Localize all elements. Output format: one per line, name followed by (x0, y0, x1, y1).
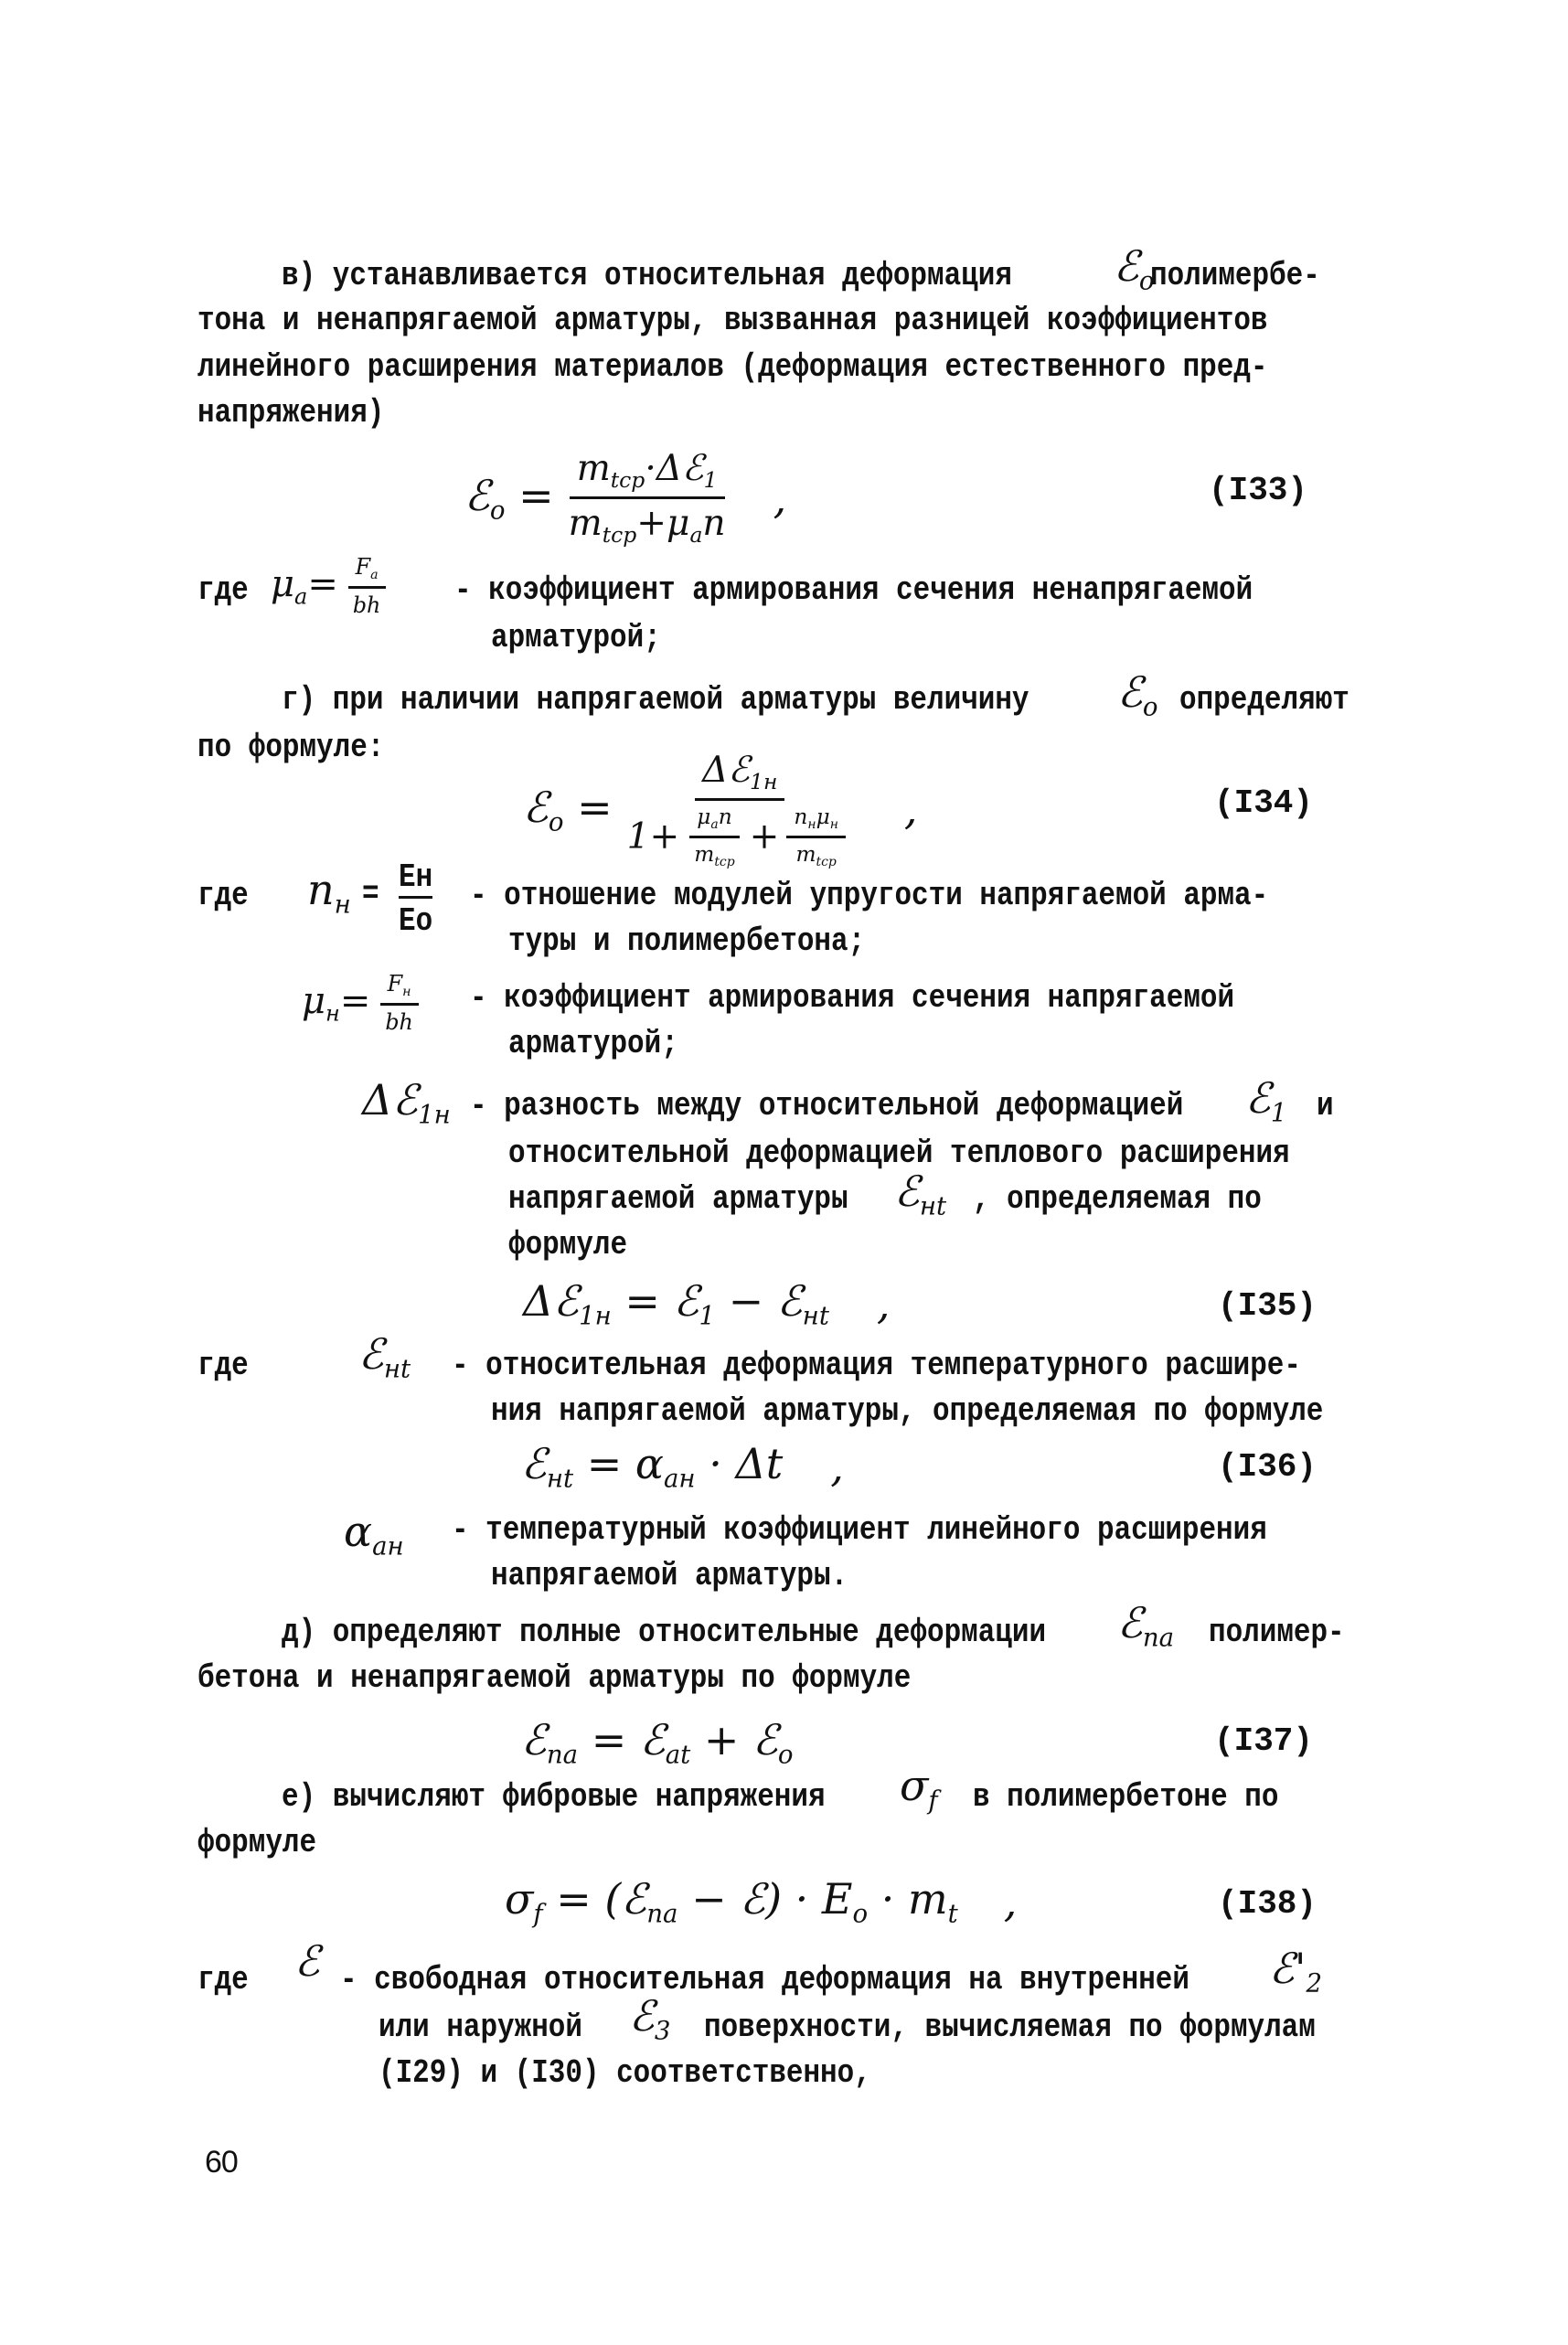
def-de-line1: - разность между относительной деформацией (470, 1087, 1184, 1125)
formula-134: ℰ$_o$ = Δℰ$_{1н}$ 1+ $\frac{\mu_an}{m_{tср}}$ + $\frac{n_н\mu_н}{m_{tср}}$ , (523, 750, 918, 869)
symbol-eps-nt: ℰ$_{нt}$ (894, 1167, 947, 1221)
def-eps-line3: (I29) и (I30) соответственно, (379, 2054, 871, 2092)
symbol-alpha-ah: $\alpha_{aн}$ (344, 1507, 404, 1562)
def-de-line4: формуле (508, 1226, 628, 1263)
para-g-line1-end: определяют (1179, 681, 1349, 719)
formula-135: Δℰ$_{1н}$ = ℰ$_1$ − ℰ$_{нt}$ , (523, 1276, 891, 1331)
equation-number-133: (I33) (1209, 472, 1308, 509)
def-muh-line1: - коэффициент армирования сечения напрягаемой (470, 979, 1235, 1017)
para-g-line2: по формуле: (197, 729, 385, 766)
formula-133: ℰ$_o$ = $\frac{m_{tср}\cdot\Delta ℰ_1}{m_{tср}+\mu_an}$ , (464, 448, 787, 549)
para-d-line1-end: полимер- (1209, 1614, 1345, 1651)
para-d-line2: бетона и ненапрягаемой арматуры по формуле (197, 1659, 912, 1697)
symbol-nh: $n_н$ (307, 865, 351, 920)
formula-136: ℰ$_{нt}$ = $\alpha_{aн} \cdot \Delta t$ , (521, 1439, 844, 1494)
para-v-line2: тона и ненапрягаемой арматуры, вызванная разницей коэффициентов (197, 302, 1268, 339)
symbol-eps0: ℰ$_o$ (1114, 241, 1155, 296)
page-number: 60 (205, 2145, 238, 2180)
def-alpha-line1: - температурный коэффициент линейного расширения (452, 1511, 1267, 1549)
def-alpha-line2: напрягаемой арматуры. (491, 1557, 848, 1594)
def-nh-line2: туры и полимербетона; (508, 922, 866, 960)
formula-137: ℰ$_{па}$ = ℰ$_{at}$ + ℰ$_o$ (521, 1715, 794, 1770)
symbol-delta-eps1h: Δℰ$_{1н}$ (362, 1075, 451, 1130)
def-de-line3: напрягаемой арматуры (508, 1180, 848, 1218)
label-gde-133: где (197, 571, 249, 609)
equation-number-138: (I38) (1218, 1885, 1317, 1923)
def-muh-line2: арматурой; (508, 1025, 678, 1062)
formula-mu-h: $\mu_н=$ $\frac{F_н}{bh}$ (302, 971, 428, 1035)
nh-numerator: Ен (399, 861, 432, 899)
para-e-line1: е) вычисляют фибровые напряжения (282, 1778, 826, 1816)
para-e-line2: формуле (197, 1824, 317, 1861)
para-g-line1: г) при наличии напрягаемой арматуры величину (282, 681, 1029, 719)
def-eps-line1: - свободная относительная деформация на внутренней (340, 1961, 1189, 1999)
para-d-line1: д) определяют полные относительные деформации (282, 1614, 1047, 1651)
symbol-eps2: $ℰ'_2$ (1269, 1944, 1323, 1999)
formula-138: $\sigma_f$ = (ℰ$_{па}$ − ℰ) · $E_o \cdot m_t$ , (505, 1874, 1018, 1929)
label-gde-138: где (197, 1961, 249, 1999)
symbol-sigma-f: $\sigma_f$ (900, 1761, 938, 1816)
def-133-line2: арматурой; (491, 619, 661, 656)
label-gde-135: где (197, 1347, 249, 1384)
equation-number-134: (I34) (1214, 784, 1314, 822)
def-de-line1-end: и (1317, 1087, 1334, 1125)
para-v-line1: в) устанавливается относительная деформация (282, 257, 1012, 294)
def-de-line3-end: , определяемая по (973, 1180, 1262, 1218)
def-eps-line2: или наружной (379, 2009, 582, 2046)
symbol-eps0-g: ℰ$_o$ (1117, 667, 1158, 722)
def-ent-line2: ния напрягаемой арматуры, определяемая по формуле (491, 1392, 1324, 1430)
nh-denominator: Ео (399, 902, 433, 940)
symbol-eps: ℰ (294, 1936, 320, 1986)
para-v-line1-end: полимербе- (1150, 257, 1320, 294)
symbol-eps1: ℰ$_1$ (1245, 1073, 1287, 1128)
equals-nh: = (362, 875, 379, 912)
def-133-line1: - коэффициент армирования сечения ненапрягаемой (454, 571, 1253, 609)
def-ent-line1: - относительная деформация температурного расшире- (452, 1347, 1301, 1384)
para-v-line3: линейного расширения материалов (деформация естественного пред- (197, 348, 1268, 386)
formula-mu-a: $\mu_a=$ $\frac{F_a}{bh}$ (271, 554, 395, 618)
def-eps-line2-end: поверхности, вычисляемая по формулам (704, 2009, 1316, 2046)
equation-number-137: (I37) (1214, 1722, 1314, 1760)
symbol-eps3: ℰ$_3$ (629, 1991, 671, 2046)
para-v-line4: напряжения) (197, 394, 385, 432)
symbol-eps-ht: ℰ$_{нt}$ (358, 1329, 411, 1384)
def-nh-line1: - отношение модулей упругости напрягаемой арма- (470, 877, 1269, 914)
para-e-line1-end: в полимербетоне по (973, 1778, 1279, 1816)
def-de-line2: относительной деформацией теплового расширения (508, 1135, 1290, 1172)
equation-number-136: (I36) (1218, 1448, 1317, 1486)
label-gde-134: где (197, 877, 249, 914)
equation-number-135: (I35) (1218, 1287, 1317, 1325)
symbol-eps-pa: ℰ$_{па}$ (1117, 1598, 1175, 1653)
